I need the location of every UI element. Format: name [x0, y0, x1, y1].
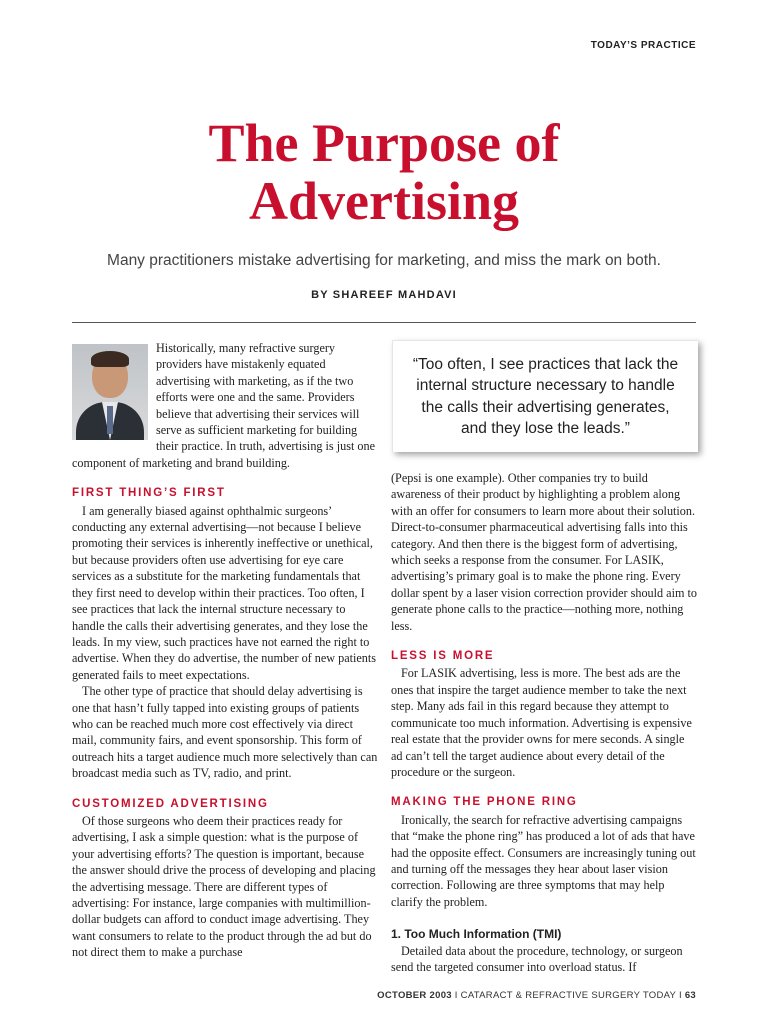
subhead-less-is-more: LESS IS MORE	[391, 650, 495, 663]
byline: BY SHAREEF MAHDAVI	[311, 289, 457, 301]
page-number: 63	[684, 990, 696, 1001]
footer-date: OCTOBER 2003	[377, 990, 452, 1001]
subhead-first-things-first: FIRST THING’S FIRST	[72, 487, 226, 500]
page-footer	[377, 990, 696, 1001]
pull-quote	[392, 340, 698, 452]
section-label: TODAY’S PRACTICE	[590, 40, 696, 51]
right-column	[391, 470, 697, 975]
subhead-customized-advertising: CUSTOMIZED ADVERTISING	[72, 797, 269, 810]
paragraph: I am generally biased against ophthalmic surgeons’ conducting any external advertising—not because I believe promoting their services is inherently ineffective or unethical, but because providers often use advertising for eye care services as a substitute for the marketing fundamentals that they first need to develop within their practices. Too often, I see practices that lack the internal structure necessary to handle the calls their advertising generates, and they lose the leads. In my view, such practices have not earned the right to advertise. When they do advertise, the number of new patients generated fails to meet expectations.	[72, 503, 377, 682]
paragraph: Of those surgeons who deem their practices ready for advertising, I ask a simple question: what is the purpose of your advertising efforts? The question is important, because the answer should drive the process of developing and placing the advertising message. There are different types of advertising: For instance, large companies with multimillion-dollar budgets can afford to conduct image advertising. They want consumers to relate to the product through the ad but do not direct them to make a purchase	[72, 813, 376, 960]
left-column	[72, 340, 378, 961]
intro-paragraph: Historically, many refractive surgery providers have mistakenly equated advertising with marketing, as if the two efforts were one and the same. Providers believe that advertising their services will serve as sufficient marketing for building their practice. In truth, advertising is just one component of marketing and brand building.	[72, 341, 375, 470]
pull-quote-text: “Too often, I see practices that lack the internal structure necessary to handle the calls their advertising generates, and they lose the leads.”	[412, 355, 679, 437]
article-title	[0, 114, 768, 230]
subhead-making-the-phone-ring: MAKING THE PHONE RING	[391, 796, 578, 809]
footer-journal: I CATARACT & REFRACTIVE SURGERY TODAY I	[451, 990, 685, 1001]
title-line-1: The Purpose of	[208, 113, 560, 173]
numbered-item-heading: 1. Too Much Information (TMI)	[391, 927, 562, 942]
paragraph: Detailed data about the procedure, technology, or surgeon send the targeted consumer into overload status. If	[391, 943, 683, 974]
paragraph: The other type of practice that should delay advertising is one that hasn’t fully tapped into existing groups of patients who can be reached much more cost effectively via direct mail, community fairs, and event sponsorship. This form of outreach hits a target audience much more selectively than can broadcast media such as TV, radio, and print.	[72, 684, 378, 781]
paragraph: Ironically, the search for refractive advertising campaigns that “make the phone ring” has produced a lot of ads that have had the opposite effect. Consumers are increasingly tuning out and turning off the messages they hear about laser vision correction. Following are three symptoms that may help clarify the problem.	[391, 812, 696, 909]
author-photo	[72, 344, 148, 440]
article-dek: Many practitioners mistake advertising for marketing, and miss the mark on both.	[107, 252, 661, 269]
paragraph: (Pepsi is one example). Other companies try to build awareness of their product by highlighting a problem along with an offer for consumers to learn more about their solution. Direct-to-consumer pharmaceutical advertising falls into this category. And then there is the biggest form of advertising, which seeks a response from the consumer. For LASIK, advertising’s primary goal is to make the phone ring. Every dollar spent by a laser vision correction provider should aim to generate phone calls to the practice—nothing more, nothing less.	[391, 471, 697, 633]
paragraph: For LASIK advertising, less is more. The best ads are the ones that inspire the target audience member to take the next step. Many ads fail in this regard because they attempt to communicate too much information. Advertising is expensive real estate that the provider owns for mere seconds. A single ad can’t tell the target audience about every detail of the procedure or the surgeon.	[391, 666, 692, 779]
header-divider	[72, 322, 696, 323]
title-line-2: Advertising	[249, 171, 519, 231]
